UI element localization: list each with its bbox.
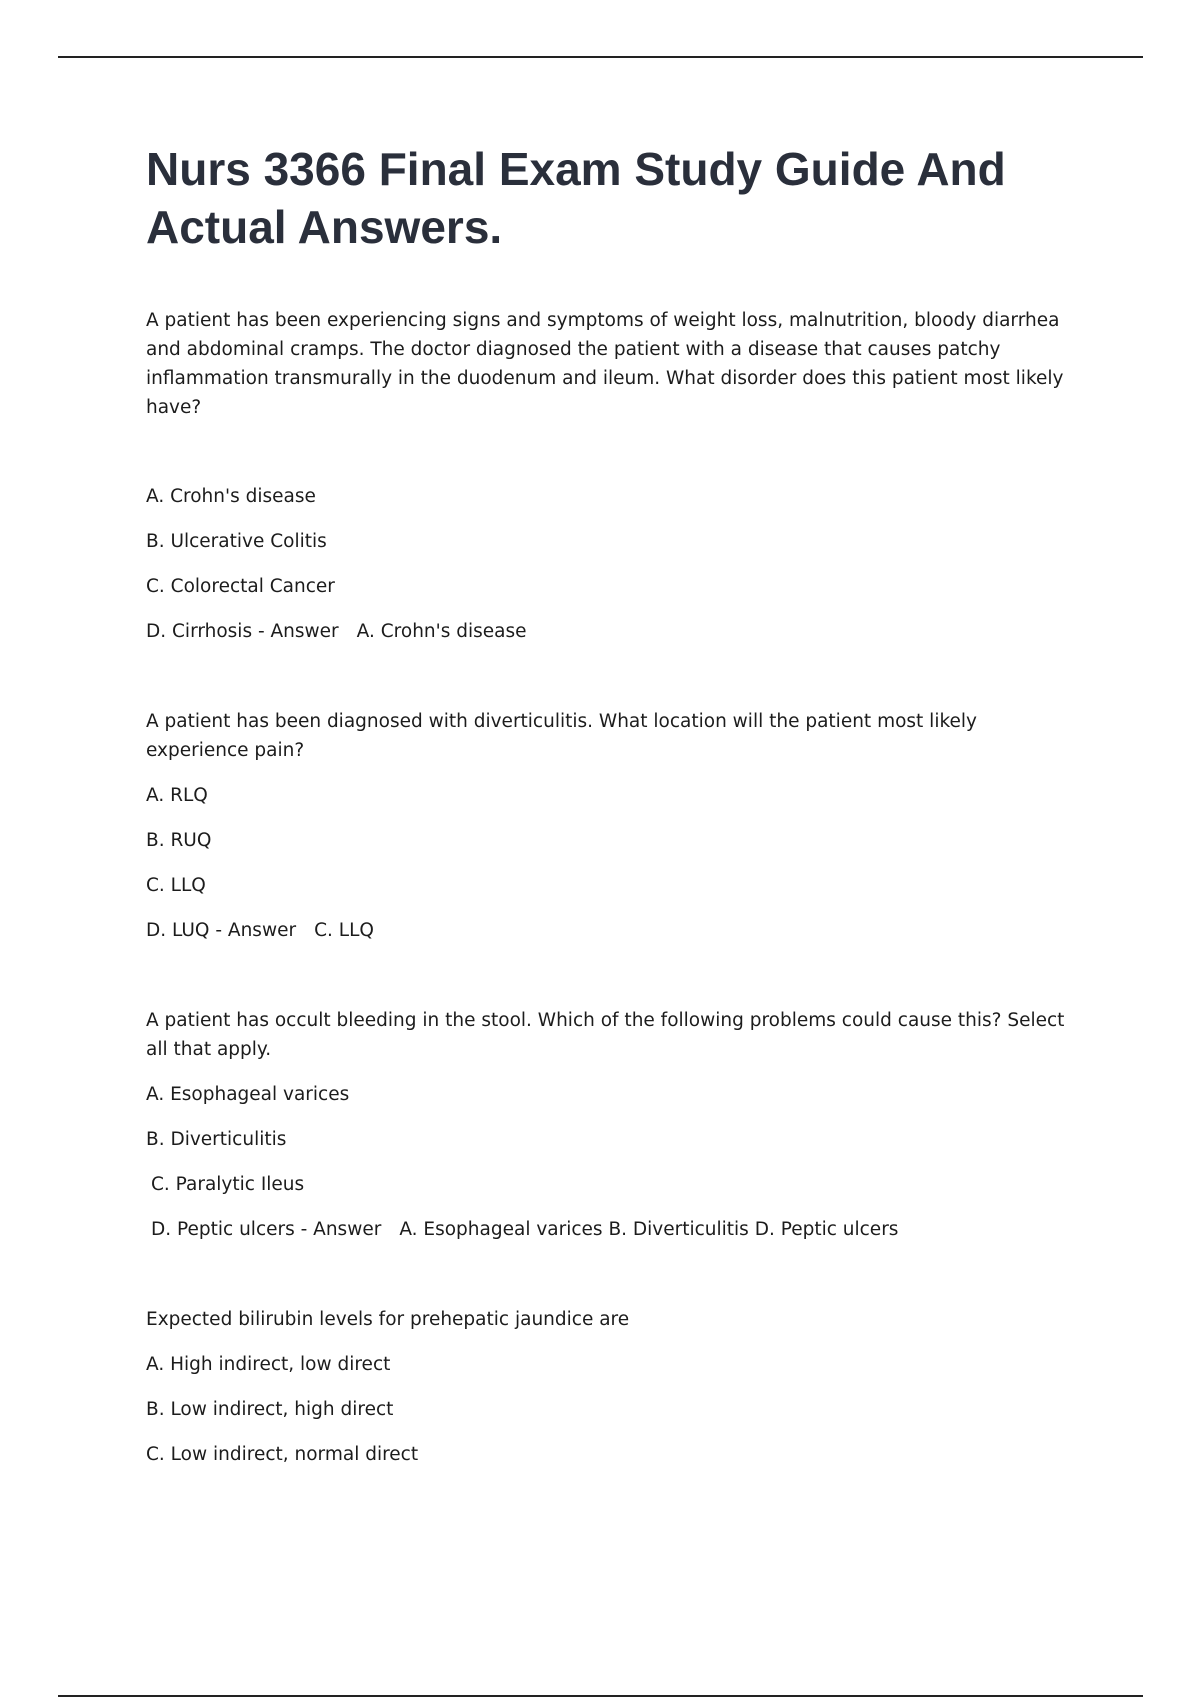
correct-answer: C. LLQ <box>314 920 374 941</box>
answer-line <box>146 916 1076 945</box>
question-stem: Expected bilirubin levels for prehepatic jaundice are <box>146 1309 630 1330</box>
question-block-1 <box>146 306 1076 646</box>
answer-option: D. Peptic ulcers - Answer <box>151 1219 382 1240</box>
answer-option: D. LUQ - Answer <box>146 920 297 941</box>
answer-line <box>146 1215 1076 1244</box>
answer-option: A. High indirect, low direct <box>146 1354 391 1375</box>
answer-option: B. RUQ <box>146 830 212 851</box>
correct-answer: A. Esophageal varices B. Diverticulitis D. Peptic ulcers <box>399 1219 899 1240</box>
answer-option: C. Colorectal Cancer <box>146 576 335 597</box>
answer-option: B. Diverticulitis <box>146 1129 287 1150</box>
question-block-4 <box>146 1305 1076 1469</box>
correct-answer: A. Crohn's disease <box>356 621 527 642</box>
page-title: Nurs 3366 Final Exam Study Guide And Actual Answers. <box>146 143 1006 253</box>
answer-line <box>146 617 1076 646</box>
question-block-3 <box>146 1006 1076 1244</box>
answer-option: C. Low indirect, normal direct <box>146 1444 419 1465</box>
question-stem: A patient has been experiencing signs and symptoms of weight loss, malnutrition, bloody diarrhea and abdominal cramps. The doctor diagnosed the patient with a disease that causes patchy inflammation transmurally in the duodenum and ileum. What disorder does this patient most likely have? <box>146 310 1064 418</box>
answer-option: A. Esophageal varices <box>146 1084 350 1105</box>
document-body <box>146 140 1076 1469</box>
answer-option: C. Paralytic Ileus <box>151 1174 305 1195</box>
bottom-rule <box>58 1695 1143 1697</box>
answer-option: D. Cirrhosis - Answer <box>146 621 339 642</box>
answer-option: B. Low indirect, high direct <box>146 1399 394 1420</box>
answer-option: B. Ulcerative Colitis <box>146 531 327 552</box>
question-block-2 <box>146 707 1076 945</box>
top-rule <box>58 56 1143 58</box>
answer-option: C. LLQ <box>146 875 206 896</box>
question-stem: A patient has been diagnosed with diverticulitis. What location will the patient most likely experience pain? <box>146 711 977 761</box>
answer-option: A. Crohn's disease <box>146 486 316 507</box>
answer-option: A. RLQ <box>146 785 208 806</box>
question-stem: A patient has occult bleeding in the stool. Which of the following problems could cause this? Select all that apply. <box>146 1010 1065 1060</box>
